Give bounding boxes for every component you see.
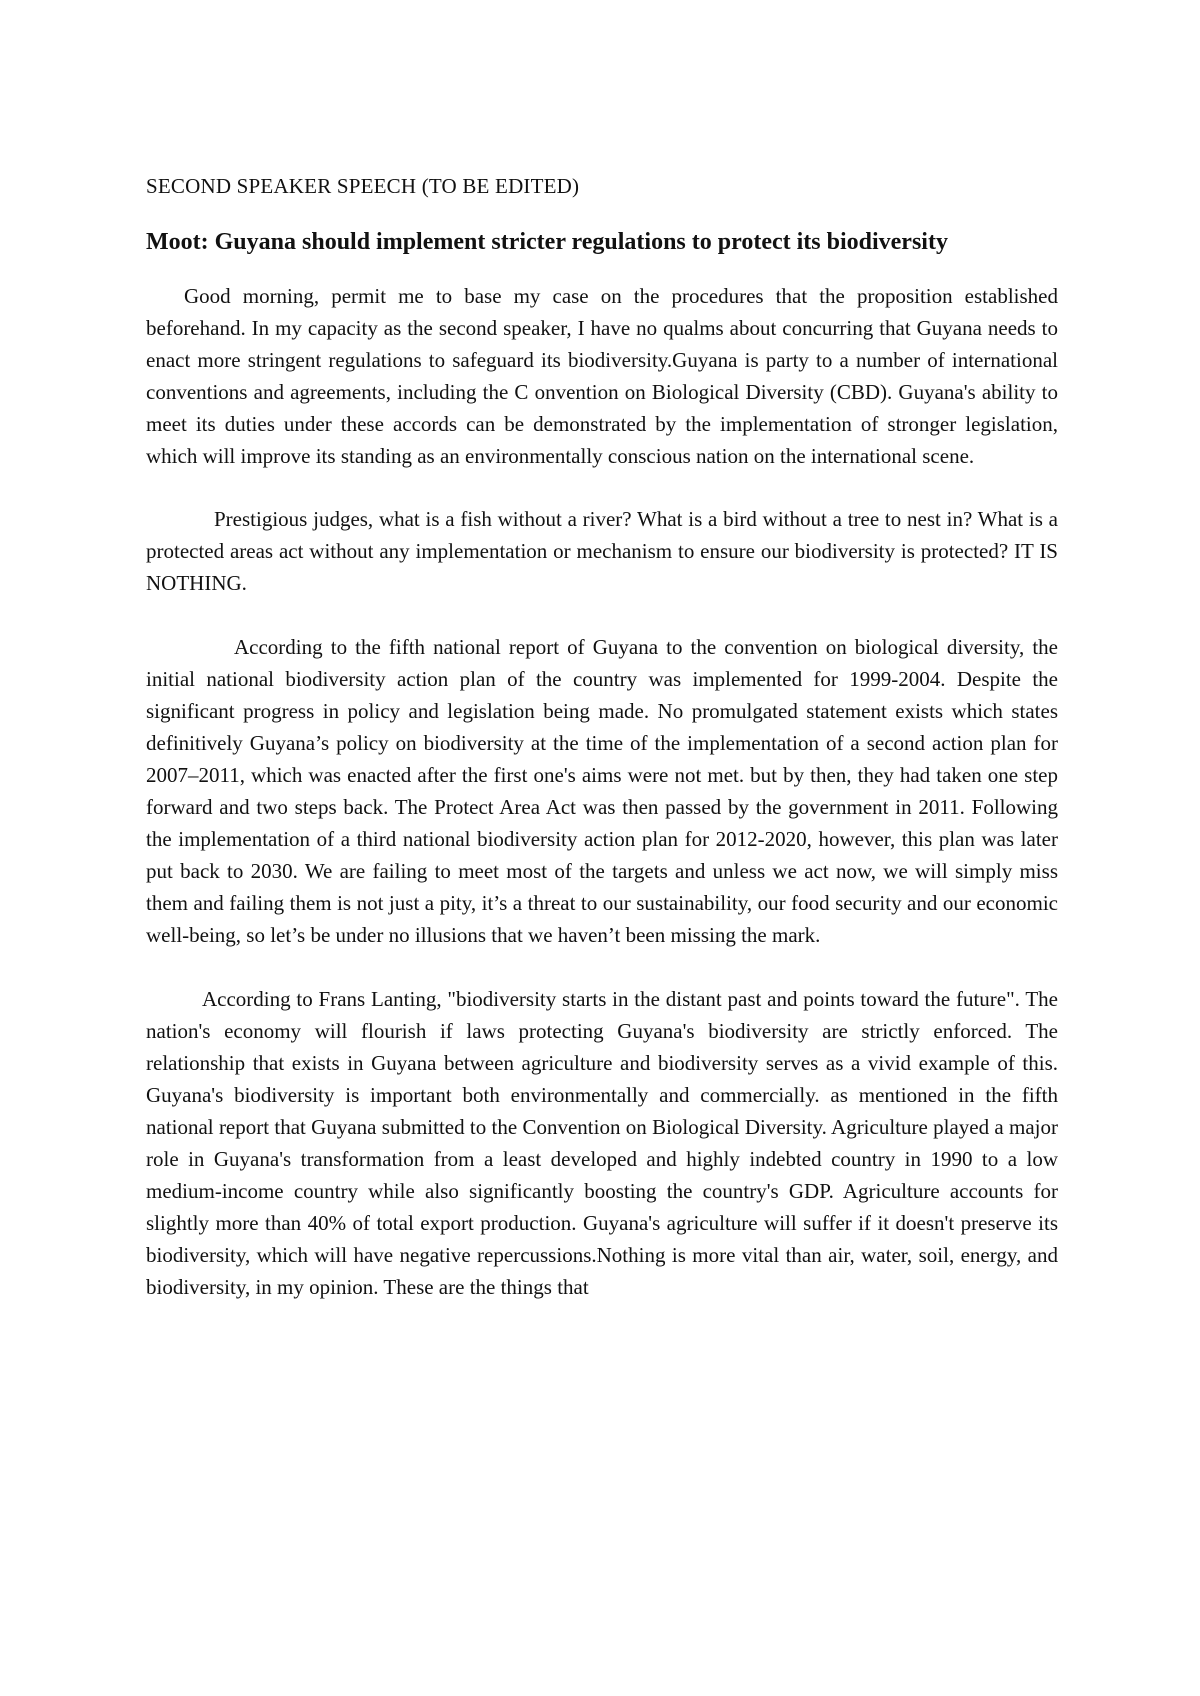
- paragraph-rhetorical: Prestigious judges, what is a fish without a river? What is a bird without a tree to nest in? What is a protected areas act without any implementation or mechanism to ensure our biodiversity is protected? IT IS NOTHING.: [146, 507, 1058, 595]
- document-body: [146, 170, 1058, 1303]
- paragraph-opening: Good morning, permit me to base my case on the procedures that the proposition established beforehand. In my capacity as the second speaker, I have no qualms about concurring that Guyana needs to enact more stringent regulations to safeguard its biodiversity.Guyana is party to a number of international conventions and agreements, including the C onvention on Biological Diversity (CBD). Guyana's ability to meet its duties under these accords can be demonstrated by the implementation of stronger legislation, which will improve its standing as an environmentally conscious nation on the international scene.: [146, 284, 1058, 468]
- paragraph-national-report: According to the fifth national report of Guyana to the convention on biological diversity, the initial national biodiversity action plan of the country was implemented for 1999-2004. Despite the significant progress in policy and legislation being made. No promulgated statement exists which states definitively Guyana’s policy on biodiversity at the time of the implementation of a second action plan for 2007–2011, which was enacted after the first one's aims were not met. but by then, they had taken one step forward and two steps back. The Protect Area Act was then passed by the government in 2011. Following the implementation of a third national biodiversity action plan for 2012-2020, however, this plan was later put back to 2030. We are failing to meet most of the targets and unless we act now, we will simply miss them and failing them is not just a pity, it’s a threat to our sustainability, our food security and our economic well-being, so let’s be under no illusions that we haven’t been missing the mark.: [146, 635, 1058, 947]
- document-header: SECOND SPEAKER SPEECH (TO BE EDITED): [146, 174, 580, 198]
- paragraph-economy: According to Frans Lanting, "biodiversity starts in the distant past and points toward the future". The nation's economy will flourish if laws protecting Guyana's biodiversity are strictly enforced. The relationship that exists in Guyana between agriculture and biodiversity serves as a vivid example of this. Guyana's biodiversity is important both environmentally and commercially. as mentioned in the fifth national report that Guyana submitted to the Convention on Biological Diversity. Agriculture played a major role in Guyana's transformation from a least developed and highly indebted country in 1990 to a low medium-income country while also significantly boosting the country's GDP. Agriculture accounts for slightly more than 40% of total export production. Guyana's agriculture will suffer if it doesn't preserve its biodiversity, which will have negative repercussions.Nothing is more vital than air, water, soil, energy, and biodiversity, in my opinion. These are the things that: [146, 987, 1058, 1299]
- document-title: Moot: Guyana should implement stricter regulations to protect its biodiversity: [146, 229, 948, 255]
